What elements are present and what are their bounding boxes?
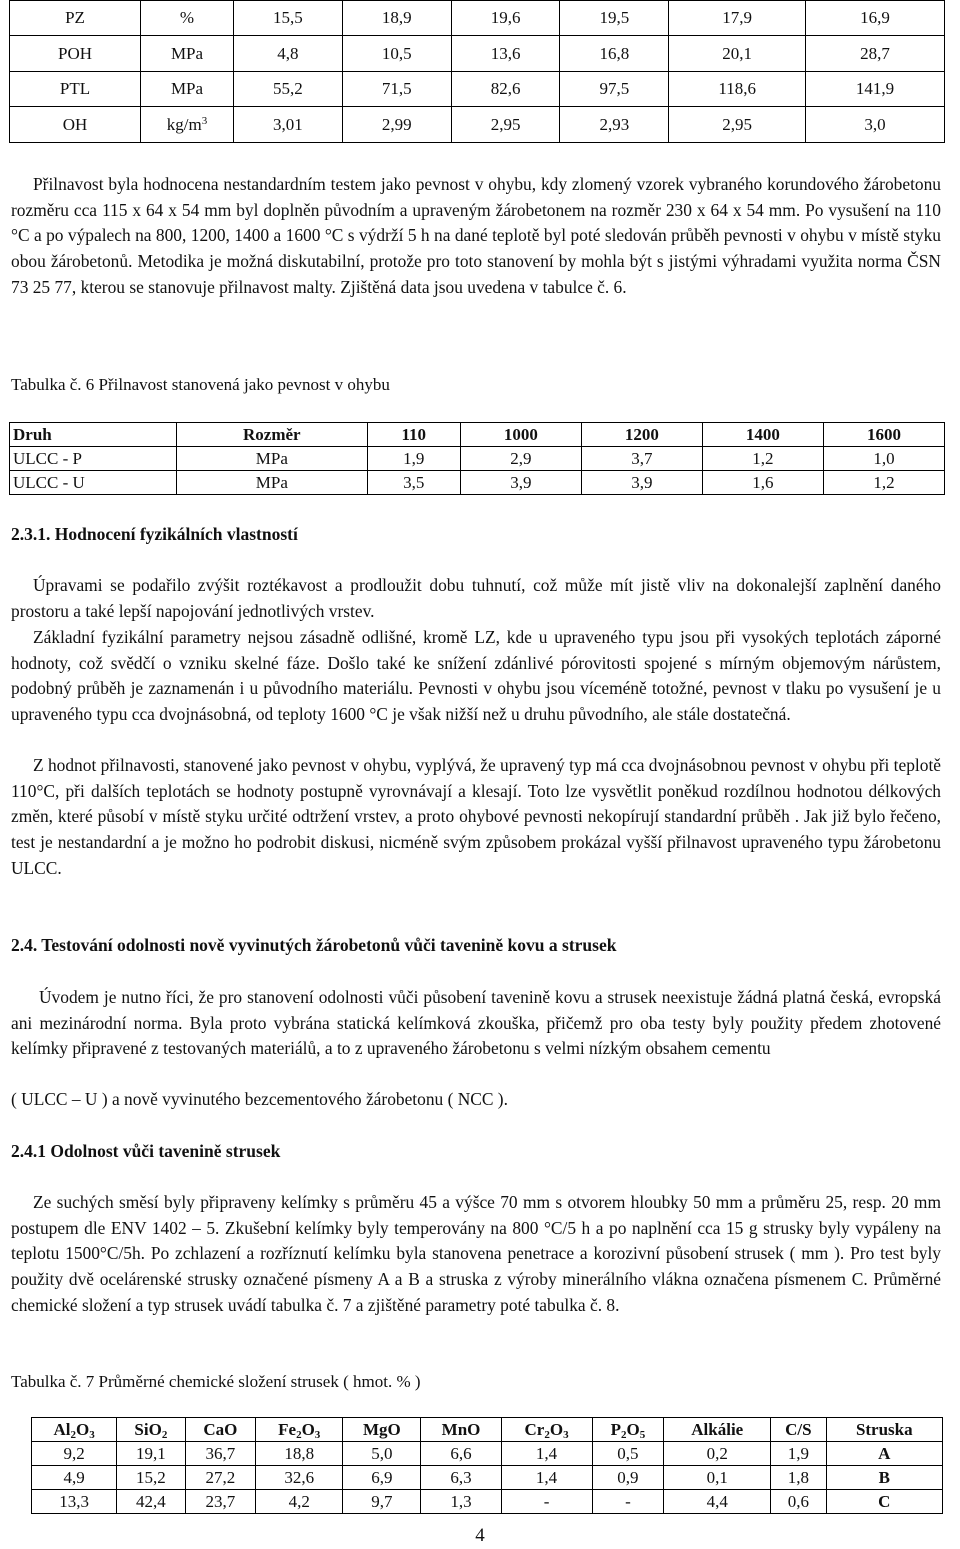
table-cell: A bbox=[826, 1442, 942, 1466]
superscript: 3 bbox=[201, 114, 208, 127]
table-cell: 118,6 bbox=[669, 71, 806, 106]
slag-composition-table bbox=[31, 1417, 943, 1514]
table-cell: 10,5 bbox=[342, 36, 451, 71]
table-header-cell: MnO bbox=[421, 1418, 501, 1442]
heading-2-3-1: 2.3.1. Hodnocení fyzikálních vlastností bbox=[11, 524, 298, 544]
table-cell: 13,3 bbox=[32, 1490, 117, 1514]
table-cell: 3,0 bbox=[806, 107, 945, 142]
table-cell: Druh bbox=[10, 423, 177, 447]
table-cell: - bbox=[592, 1490, 664, 1514]
table-cell: OH bbox=[10, 107, 141, 142]
table6-caption: Tabulka č. 6 Přilnavost stanovená jako pevnost v ohybu bbox=[11, 375, 390, 394]
table-cell: 4,4 bbox=[664, 1490, 771, 1514]
table-cell: 32,6 bbox=[256, 1466, 343, 1490]
table-cell: 9,7 bbox=[343, 1490, 421, 1514]
table-cell: $kg/m^3$ bbox=[141, 107, 234, 142]
table-cell: Rozměr bbox=[177, 423, 368, 447]
table-cell: 3,9 bbox=[581, 471, 702, 495]
table-cell: 3,01 bbox=[234, 107, 343, 142]
paragraph-adhesion-results: Z hodnot přilnavosti, stanovené jako pevnost v ohybu, vyplývá, že upravený typ má cca dvojnásobnou pevnost v ohybu při teplotě 110°C, při dalších teplotách se hodnoty postupně vyrovnávají a klesají. Toto lze vysvětlit poněkud rozdílnou hodnotou délkových změn, které působí v místě styku určité odtržení vrstev, a proto ohybové pevnosti nekopírují standardní průběh . Jak již bylo řečeno, test je nestandardní a je možno ho podrobit diskusi, nicméně svým způsobem prokázal vyšší přilnavost upraveného typu žárobetonu ULCC. bbox=[11, 755, 941, 878]
paragraph-modifications: Úpravami se podařilo zvýšit roztékavost a prodloužit dobu tuhnutí, což může mít jistě vliv na dokonalejší zaplnění daného prostoru a také lepší napojování jednotlivých vrstev. bbox=[11, 575, 941, 621]
table-header-cell: Struska bbox=[826, 1418, 942, 1442]
table-row bbox=[10, 423, 945, 447]
table-cell: 18,8 bbox=[256, 1442, 343, 1466]
table-cell: 9,2 bbox=[32, 1442, 117, 1466]
table-header-cell: $Fe_2O_3$ bbox=[256, 1418, 343, 1442]
table-row bbox=[10, 1, 945, 36]
table-cell: MPa bbox=[141, 36, 234, 71]
table-cell: 97,5 bbox=[560, 71, 669, 106]
table-cell: 19,1 bbox=[117, 1442, 185, 1466]
table-cell: 4,9 bbox=[32, 1466, 117, 1490]
table-cell: POH bbox=[10, 36, 141, 71]
table-row bbox=[10, 471, 945, 495]
table-cell: 17,9 bbox=[669, 1, 806, 36]
table-cell: 19,6 bbox=[451, 1, 560, 36]
table-header-cell: $P_2O_5$ bbox=[592, 1418, 664, 1442]
table-cell: 3,7 bbox=[581, 447, 702, 471]
table-cell: 1,3 bbox=[421, 1490, 501, 1514]
table-cell: 0,2 bbox=[664, 1442, 771, 1466]
properties-table bbox=[9, 0, 945, 143]
table-cell: 0,1 bbox=[664, 1466, 771, 1490]
table-cell: 1,2 bbox=[702, 447, 823, 471]
adhesion-table bbox=[9, 422, 945, 495]
table-cell: 141,9 bbox=[806, 71, 945, 106]
table-cell: 2,95 bbox=[669, 107, 806, 142]
table-header-cell: C/S bbox=[771, 1418, 826, 1442]
table-cell: MPa bbox=[141, 71, 234, 106]
table-header-cell: $Cr_2O_3$ bbox=[501, 1418, 592, 1442]
table-cell: 23,7 bbox=[185, 1490, 256, 1514]
table-row bbox=[32, 1442, 943, 1466]
table-cell: 36,7 bbox=[185, 1442, 256, 1466]
table-cell: 3,9 bbox=[460, 471, 581, 495]
paragraph-crucible-test: Ze suchých směsí byly připraveny kelímky s průměru 45 a výšce 70 mm s otvorem hloubky 50 mm a průměru 25, resp. 20 mm postupem dle ENV 1402 – 5. Zkušební kelímky byly temperovány na 800 °C/5 h a po naplnění cca 15 g strusky byly vypáleny na teplotu 1500°C/5h. Po zchlazení a rozříznutí kelímku byla stanovena penetrace a korozivní působení strusek ( mm ). Pro test byly použity dvě ocelárenské strusky označené písmeny A a B a struska z výroby minerálního vlákna označena písmenem C. Průměrné chemické složení a typ strusek uvádí tabulka č. 7 a zjištěné parametry poté tabulka č. 8. bbox=[11, 1192, 941, 1315]
table-cell: 6,9 bbox=[343, 1466, 421, 1490]
table-cell: 1,8 bbox=[771, 1466, 826, 1490]
table-cell: - bbox=[501, 1490, 592, 1514]
table-cell: 4,2 bbox=[256, 1490, 343, 1514]
table-cell: C bbox=[826, 1490, 942, 1514]
table-row bbox=[32, 1466, 943, 1490]
table-cell: 1,0 bbox=[823, 447, 944, 471]
table-header-row bbox=[32, 1418, 943, 1442]
table-cell: 28,7 bbox=[806, 36, 945, 71]
table-cell: 20,1 bbox=[669, 36, 806, 71]
heading-2-4: 2.4. Testování odolnosti nově vyvinutých žárobetonů vůči tavenině kovu a strusek bbox=[11, 935, 617, 955]
table-cell: 16,8 bbox=[560, 36, 669, 71]
paragraph-introduction: Úvodem je nutno říci, že pro stanovení odolnosti vůči působení tavenině kovu a strusek neexistuje žádná platná česká, evropská ani mezinárodní norma. Byla proto vybrána statická kelímková zkouška, přičemž pro oba testy byly použity předem zhotovené kelímky připravené z testovaných materiálů, a to z upraveného žárobetonu s velmi nízkým obsahem cementu bbox=[11, 987, 941, 1059]
table-cell: 1,4 bbox=[501, 1466, 592, 1490]
table-cell: 0,9 bbox=[592, 1466, 664, 1490]
table-cell: 16,9 bbox=[806, 1, 945, 36]
table-cell: 27,2 bbox=[185, 1466, 256, 1490]
table-cell: 13,6 bbox=[451, 36, 560, 71]
table-cell: 6,3 bbox=[421, 1466, 501, 1490]
table-cell: PZ bbox=[10, 1, 141, 36]
table-cell: 1,2 bbox=[823, 471, 944, 495]
table-cell: 42,4 bbox=[117, 1490, 185, 1514]
table-cell: 15,2 bbox=[117, 1466, 185, 1490]
table-cell: 2,9 bbox=[460, 447, 581, 471]
table-cell: 18,9 bbox=[342, 1, 451, 36]
table-cell: 6,6 bbox=[421, 1442, 501, 1466]
paragraph-materials: ( ULCC – U ) a nově vyvinutého bezcementového žárobetonu ( NCC ). bbox=[11, 1089, 508, 1109]
table-cell: 0,5 bbox=[592, 1442, 664, 1466]
paragraph-adhesion-method: Přilnavost byla hodnocena nestandardním testem jako pevnost v ohybu, kdy zlomený vzorek vybraného korundového žárobetonu rozměru cca 115 x 64 x 54 mm byl doplněn původním a upraveným žárobetonem na rozměr 230 x 64 x 54 mm. Po vysušení na 110 °C a po výpalech na 800, 1200, 1400 a 1600 °C s výdrží 5 h na dané teplotě byl poté sledován průběh pevnosti v ohybu v místě styku obou žárobetonů. Metodika je možná diskutabilní, protože pro toto stanovení by mohla být s jistými výhradami využita norma ČSN 73 25 77, kterou se stanovuje přilnavost malty. Zjištěná data jsou uvedena v tabulce č. 6. bbox=[11, 174, 941, 297]
table-cell: 82,6 bbox=[451, 71, 560, 106]
table-row bbox=[10, 36, 945, 71]
table-cell: MPa bbox=[177, 471, 368, 495]
table-cell: 1,9 bbox=[771, 1442, 826, 1466]
table-cell: 1200 bbox=[581, 423, 702, 447]
table-header-cell: CaO bbox=[185, 1418, 256, 1442]
table-row bbox=[10, 107, 945, 142]
table-cell: 1600 bbox=[823, 423, 944, 447]
table7-caption: Tabulka č. 7 Průměrné chemické složení strusek ( hmot. % ) bbox=[11, 1372, 421, 1391]
page-number: 4 bbox=[475, 1525, 485, 1546]
table-cell: 2,99 bbox=[342, 107, 451, 142]
table-header-cell: $Al_2O_3$ bbox=[32, 1418, 117, 1442]
table-cell: 110 bbox=[367, 423, 460, 447]
table-cell: 1,6 bbox=[702, 471, 823, 495]
table-cell: % bbox=[141, 1, 234, 36]
table-cell: 4,8 bbox=[234, 36, 343, 71]
table-cell: 1000 bbox=[460, 423, 581, 447]
table-cell: 1,4 bbox=[501, 1442, 592, 1466]
table-header-cell: MgO bbox=[343, 1418, 421, 1442]
table-row bbox=[10, 71, 945, 106]
table-row bbox=[10, 447, 945, 471]
heading-2-4-1: 2.4.1 Odolnost vůči tavenině strusek bbox=[11, 1141, 281, 1161]
table-cell: ULCC - P bbox=[10, 447, 177, 471]
table-cell: 15,5 bbox=[234, 1, 343, 36]
table-cell: 1,9 bbox=[367, 447, 460, 471]
table-cell: 55,2 bbox=[234, 71, 343, 106]
table-cell: 3,5 bbox=[367, 471, 460, 495]
paragraph-physical-params: Základní fyzikální parametry nejsou zásadně odlišné, kromě LZ, kde u upraveného typu jsou při vysokých teplotách záporné hodnoty, což svědčí o vzniku skelné fáze. Došlo také ke snížení zdánlivé pórovitosti spojené s mírným objemovým nárůstem, podobný průběh je zaznamenán i u původního materiálu. Pevnosti v ohybu jsou víceméně totožné, pevnost v tlaku po vysušení je u upraveného typu cca dvojnásobná, od teploty 1600 °C je však nižší než u druhu původního, ale stále dostatečná. bbox=[11, 627, 941, 725]
table-cell: PTL bbox=[10, 71, 141, 106]
table-row bbox=[32, 1490, 943, 1514]
table-cell: 2,95 bbox=[451, 107, 560, 142]
table-cell: 71,5 bbox=[342, 71, 451, 106]
table-cell: 1400 bbox=[702, 423, 823, 447]
table-cell: 2,93 bbox=[560, 107, 669, 142]
table-cell: 5,0 bbox=[343, 1442, 421, 1466]
table-cell: B bbox=[826, 1466, 942, 1490]
table-cell: 0,6 bbox=[771, 1490, 826, 1514]
table-cell: MPa bbox=[177, 447, 368, 471]
table-header-cell: SiO$_2$ bbox=[117, 1418, 185, 1442]
table-cell: 19,5 bbox=[560, 1, 669, 36]
table-cell: ULCC - U bbox=[10, 471, 177, 495]
table-header-cell: Alkálie bbox=[664, 1418, 771, 1442]
